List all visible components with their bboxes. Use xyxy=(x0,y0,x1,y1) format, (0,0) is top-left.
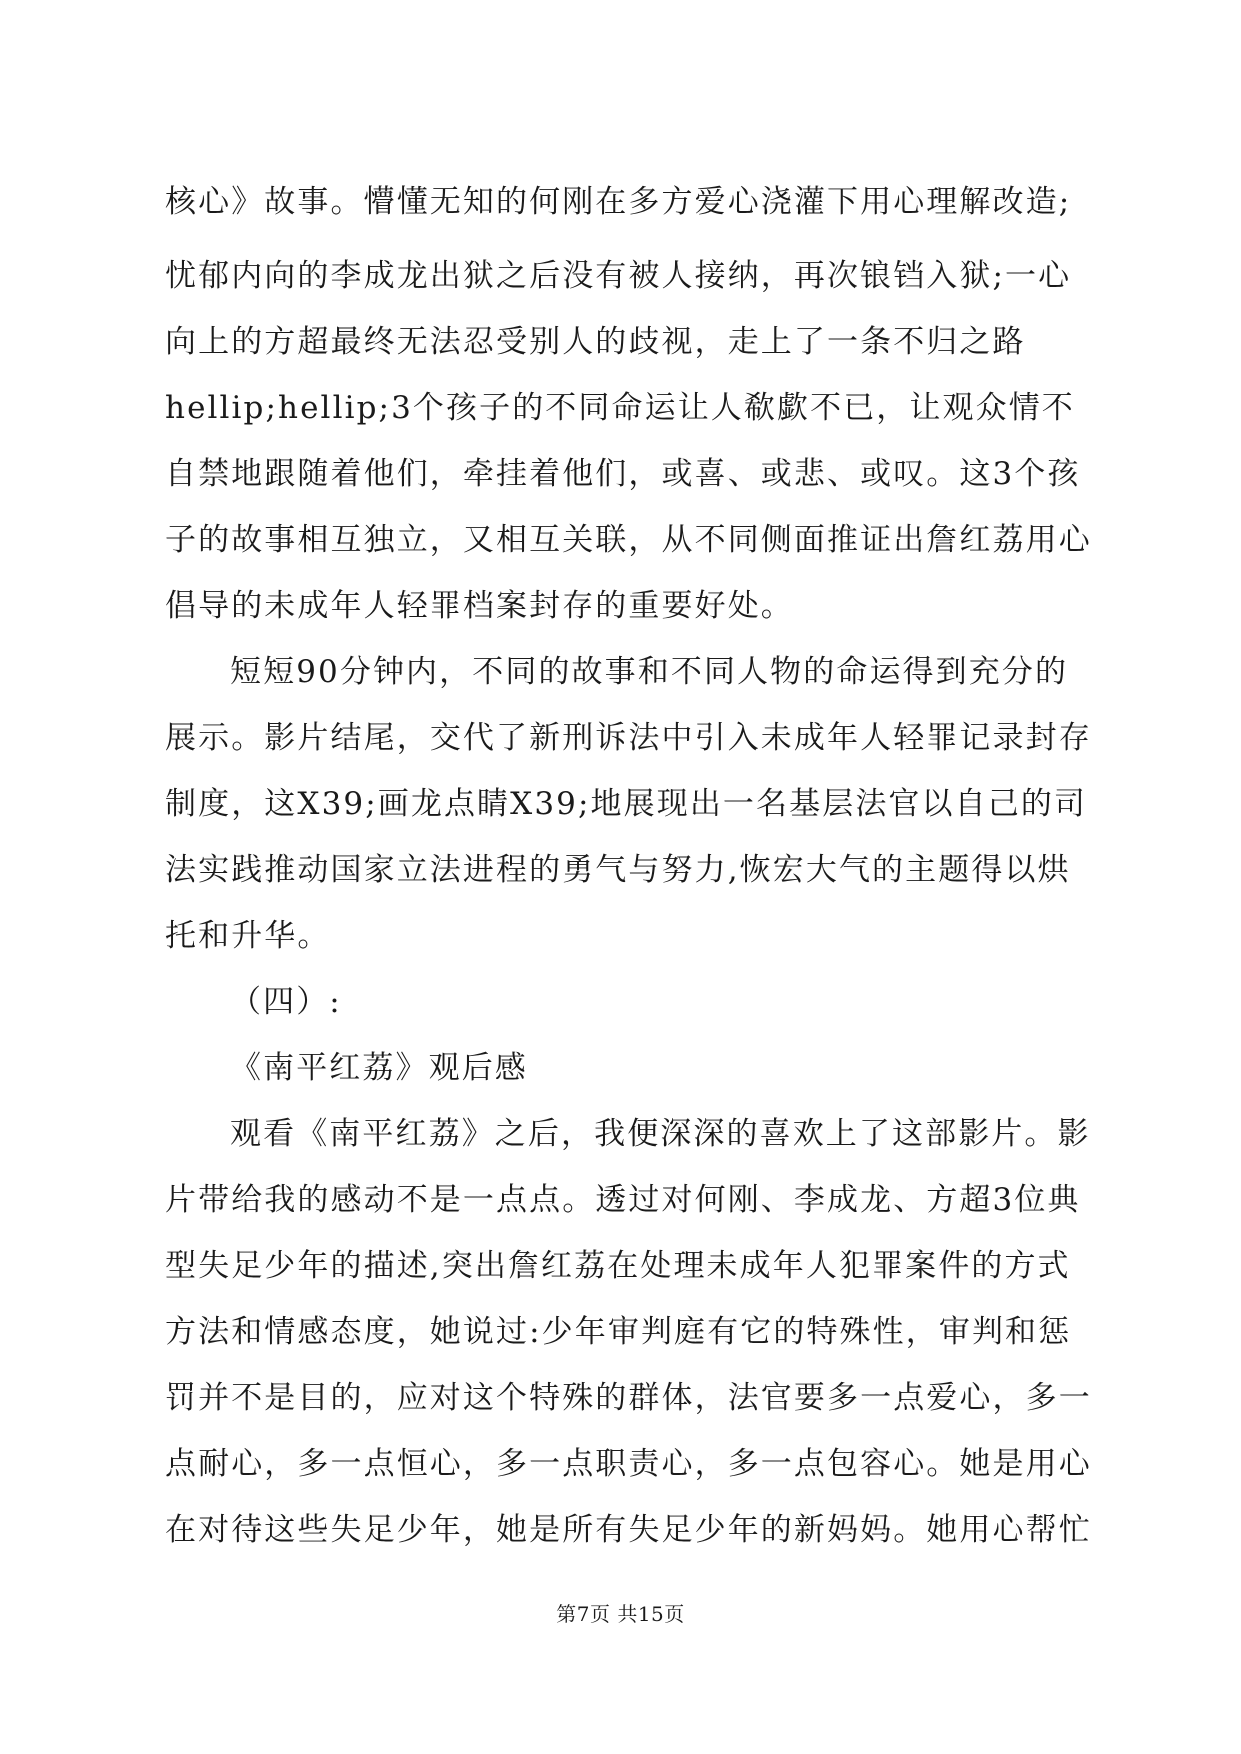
text-line-2: 忧郁内向的李成龙出狱之后没有被人接纳，再次锒铛入狱;一心 xyxy=(165,258,1072,294)
text-line-16: 片带给我的感动不是一点点。透过对何刚、李成龙、方超3位典 xyxy=(165,1182,1081,1218)
page-number-footer: 第7页 共15页 xyxy=(556,1602,685,1626)
text-line-1: 核心》故事。懵懂无知的何刚在多方爱心浇灌下用心理解改造; xyxy=(165,184,1072,220)
paragraph-line-1: 短短90分钟内，不同的故事和不同人物的命运得到充分的 xyxy=(230,654,1069,690)
article-title: 《南平红荔》观后感 xyxy=(230,1050,528,1086)
text-line-20: 点耐心，多一点恒心，多一点职责心，多一点包容心。她是用心 xyxy=(165,1446,1092,1482)
text-line-12: 托和升华。 xyxy=(165,918,331,954)
text-line-21: 在对待这些失足少年，她是所有失足少年的新妈妈。她用心帮忙 xyxy=(165,1512,1092,1548)
text-line-6: 子的故事相互独立，又相互关联，从不同侧面推证出詹红荔用心 xyxy=(165,522,1092,558)
text-line-17: 型失足少年的描述,突出詹红荔在处理未成年人犯罪案件的方式 xyxy=(165,1248,1071,1284)
text-line-4: hellip;hellip;3个孩子的不同命运让人欷歔不已，让观众情不 xyxy=(165,390,1075,426)
text-line-5: 自禁地跟随着他们，牵挂着他们，或喜、或悲、或叹。这3个孩 xyxy=(165,456,1081,492)
text-line-10: 制度，这X39;画龙点睛X39;地展现出一名基层法官以自己的司 xyxy=(165,786,1088,822)
paragraph-line-2: 观看《南平红荔》之后，我便深深的喜欢上了这部影片。影 xyxy=(230,1116,1091,1152)
text-line-19: 罚并不是目的，应对这个特殊的群体，法官要多一点爱心，多一 xyxy=(165,1380,1092,1416)
text-line-9: 展示。影片结尾，交代了新刑诉法中引入未成年人轻罪记录封存 xyxy=(165,720,1092,756)
text-line-3: 向上的方超最终无法忍受别人的歧视，走上了一条不归之路 xyxy=(165,324,1026,360)
text-line-18: 方法和情感态度，她说过:少年审判庭有它的特殊性，审判和惩 xyxy=(165,1314,1072,1350)
text-line-11: 法实践推动国家立法进程的勇气与努力,恢宏大气的主题得以烘 xyxy=(165,852,1071,888)
section-heading: （四）: xyxy=(230,984,342,1020)
text-line-7: 倡导的未成年人轻罪档案封存的重要好处。 xyxy=(165,588,794,624)
